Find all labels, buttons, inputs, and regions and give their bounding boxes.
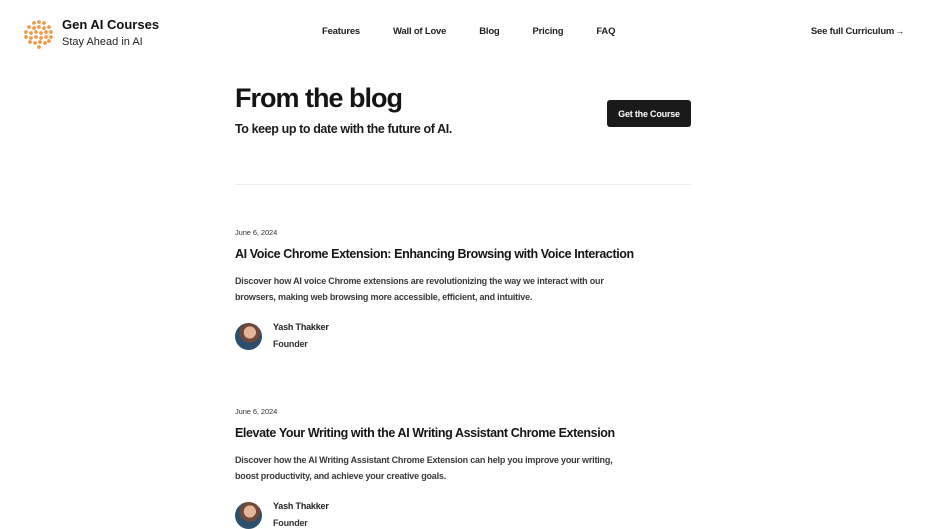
see-full-label: See full Curriculum	[810, 26, 895, 37]
brand[interactable]	[22, 17, 159, 50]
author-info	[273, 500, 329, 529]
author-name: Yash Thakker	[273, 322, 329, 332]
author-role: Founder	[273, 339, 308, 349]
post-date: June 6, 2024	[235, 228, 278, 237]
author-avatar	[235, 323, 262, 350]
divider	[235, 184, 691, 185]
arrow-right-icon: →	[895, 26, 904, 36]
post-excerpt: Discover how the AI Writing Assistant Chrome Extension can help you improve your writing, boost productivity, and achieve your creative goals.	[235, 455, 613, 481]
post-title[interactable]: AI Voice Chrome Extension: Enhancing Browsing with Voice Interaction	[235, 247, 634, 261]
brand-text	[62, 17, 159, 50]
author-info	[273, 321, 329, 350]
nav-link-faq[interactable]: FAQ	[596, 26, 616, 37]
nav-link-pricing[interactable]: Pricing	[532, 26, 564, 37]
post-author	[235, 323, 635, 350]
blog-hero	[235, 82, 691, 137]
post-title[interactable]: Elevate Your Writing with the AI Writing Assistant Chrome Extension	[235, 426, 615, 440]
get-the-course-button[interactable]: Get the Course	[607, 100, 691, 127]
post-excerpt: Discover how AI voice Chrome extensions are revolutionizing the way we interact with our browsers, making web browsing more accessible, efficient, and intuitive.	[235, 276, 604, 302]
author-name: Yash Thakker	[273, 501, 329, 511]
brand-title: Gen AI Courses	[62, 17, 160, 32]
blog-post[interactable]	[235, 228, 635, 350]
page-subtitle: To keep up to date with the future of AI.	[235, 122, 452, 136]
author-avatar	[235, 502, 262, 529]
nav-link-blog[interactable]: Blog	[479, 26, 500, 37]
see-full-curriculum-link[interactable]	[811, 26, 904, 37]
author-role: Founder	[273, 518, 308, 528]
brain-logo-icon	[22, 19, 56, 49]
brand-subtitle: Stay Ahead in AI	[62, 36, 143, 48]
top-nav	[0, 0, 925, 64]
blog-post[interactable]	[235, 407, 635, 529]
page-title: From the blog	[235, 83, 402, 113]
nav-link-wall-of-love[interactable]: Wall of Love	[393, 26, 447, 37]
nav-link-features[interactable]: Features	[322, 26, 361, 37]
post-author	[235, 502, 635, 529]
nav-links	[322, 26, 615, 37]
post-date: June 6, 2024	[235, 407, 278, 416]
